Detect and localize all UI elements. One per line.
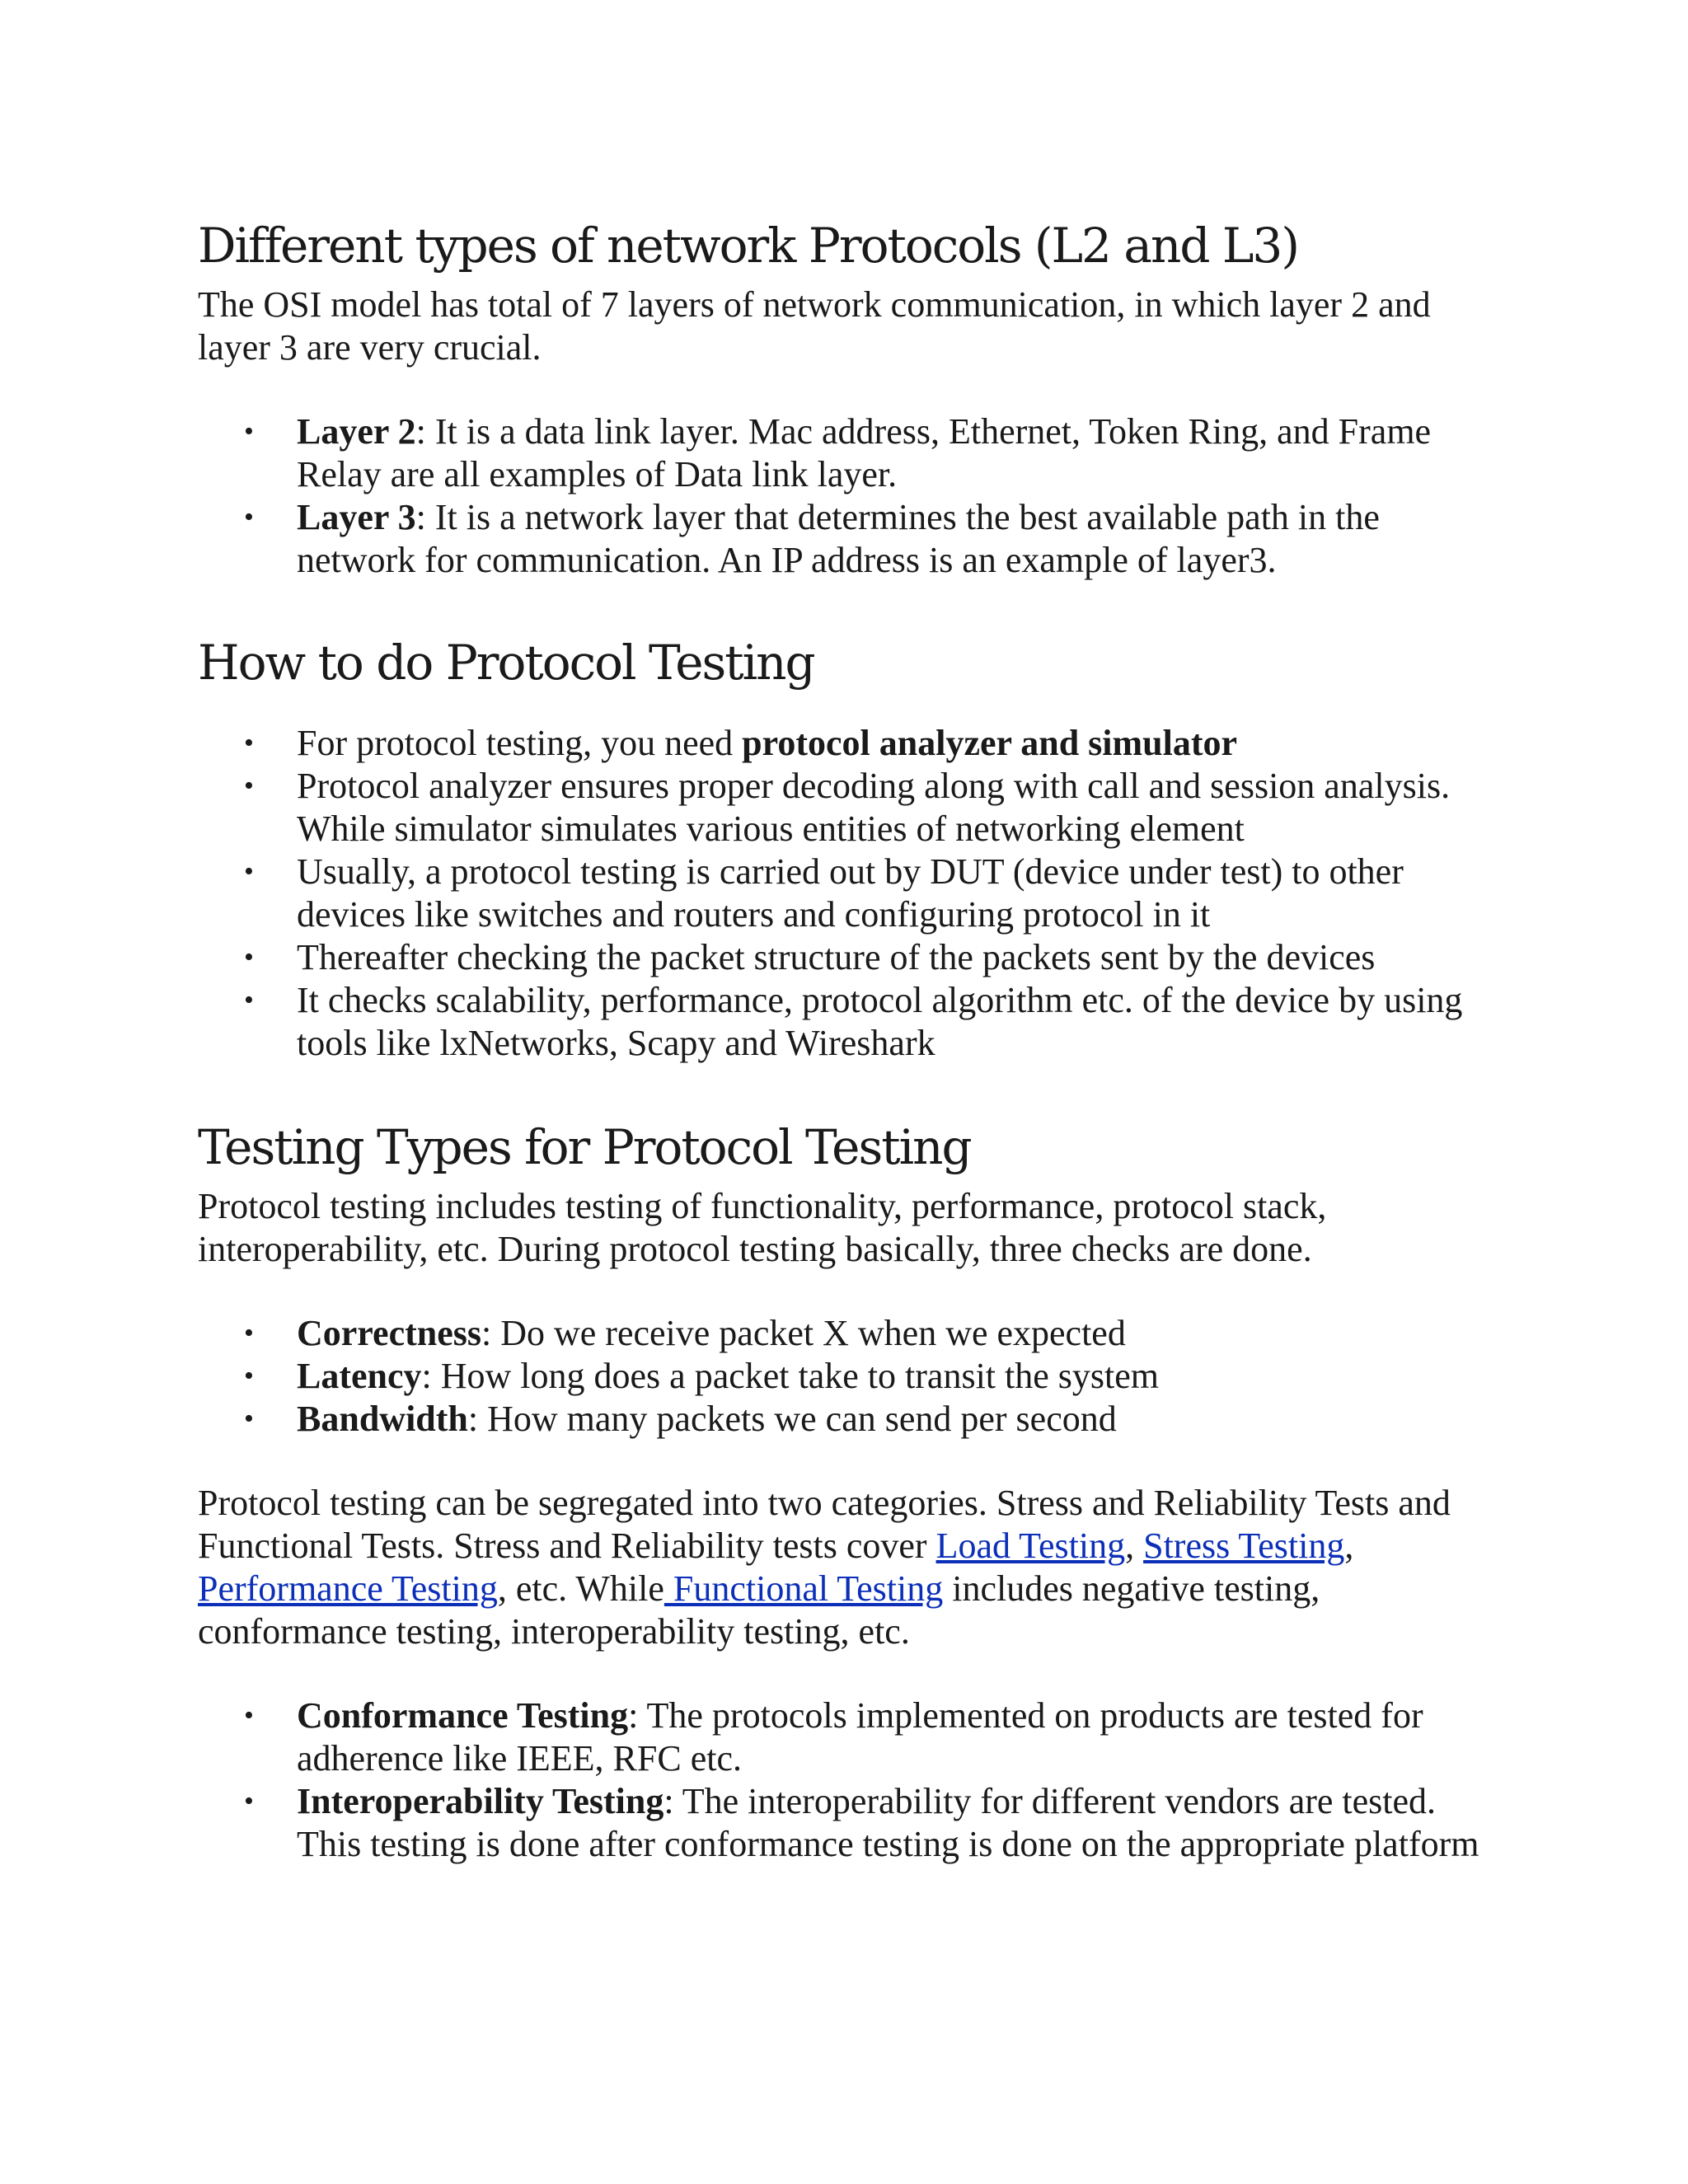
text-correctness: : Do we receive packet X when we expected xyxy=(481,1313,1126,1353)
heading-network-protocols: Different types of network Protocols (L2 and L3) xyxy=(198,218,1298,274)
list-item-dut xyxy=(198,851,1500,936)
list-item-correctness xyxy=(198,1312,1500,1355)
stress-testing-link[interactable]: Stress Testing xyxy=(1143,1526,1345,1566)
bullet-icon: • xyxy=(244,1700,254,1731)
document-page xyxy=(198,216,1500,1866)
bullet-icon: • xyxy=(244,771,254,801)
bullet-icon: • xyxy=(244,1404,254,1434)
bullet-icon: • xyxy=(244,502,254,532)
term-conformance: Conformance Testing xyxy=(297,1695,629,1736)
list-item-interoperability xyxy=(198,1780,1500,1866)
text-latency: : How long does a packet take to transit the system xyxy=(421,1356,1159,1396)
list-item-need-analyzer xyxy=(198,722,1500,765)
text-tools: It checks scalability, performance, protocol algorithm etc. of the device by using tools like lxNetworks, Scapy and Wireshark xyxy=(297,980,1463,1063)
bullet-icon: • xyxy=(244,985,254,1015)
term-interoperability: Interoperability Testing xyxy=(297,1781,664,1821)
bullet-icon: • xyxy=(244,728,254,758)
list-item-conformance xyxy=(198,1694,1500,1780)
performance-testing-link[interactable]: Performance Testing xyxy=(198,1568,498,1609)
osi-intro-paragraph: The OSI model has total of 7 layers of network communication, in which layer 2 and layer 3 are very crucial. xyxy=(198,284,1431,368)
term-bandwidth: Bandwidth xyxy=(297,1399,468,1439)
functional-testing-link[interactable]: Functional Testing xyxy=(663,1568,944,1609)
categories-paragraph xyxy=(198,1482,1500,1653)
term-latency: Latency xyxy=(297,1356,422,1396)
term-correctness: Correctness xyxy=(297,1313,481,1353)
text-layer-2: : It is a data link layer. Mac address, Ethernet, Token Ring, and Frame Relay are all examples of Data link layer. xyxy=(297,411,1432,494)
list-item-analyzer xyxy=(198,765,1500,851)
list-item-tools xyxy=(198,979,1500,1065)
term-layer-3: Layer 3 xyxy=(297,497,416,537)
list-item-latency xyxy=(198,1355,1500,1398)
layer-list xyxy=(198,410,1500,582)
term-analyzer-simulator: protocol analyzer and simulator xyxy=(742,723,1238,763)
text-layer-3: : It is a network layer that determines the best available path in the network for communication. An IP address is an example of layer3. xyxy=(297,497,1380,580)
categories-text-1: Protocol testing can be segregated into two categories. Stress and Reliability Tests and Functional Tests. Stress and Reliability tests cover xyxy=(198,1483,1451,1566)
text-analyzer: Protocol analyzer ensures proper decoding along with call and session analysis. While simulator simulates various entities of networking element xyxy=(297,766,1451,849)
bullet-icon: • xyxy=(244,856,254,887)
bullet-icon: • xyxy=(244,1786,254,1816)
bullet-icon: • xyxy=(244,1318,254,1348)
load-testing-link[interactable]: Load Testing xyxy=(935,1526,1126,1566)
list-item-bandwidth xyxy=(198,1398,1500,1441)
text-interoperability: : The interoperability for different vendors are tested. This testing is done after conformance testing is done on the appropriate platform xyxy=(297,1781,1479,1864)
text-packet-structure: Thereafter checking the packet structure of the packets sent by the devices xyxy=(297,937,1376,977)
list-item-layer-2 xyxy=(198,410,1500,496)
bullet-icon: • xyxy=(244,1361,254,1391)
heading-testing-types: Testing Types for Protocol Testing xyxy=(198,1119,971,1175)
list-item-packet-structure xyxy=(198,936,1500,979)
list-item-layer-3 xyxy=(198,496,1500,582)
text-bandwidth: : How many packets we can send per second xyxy=(467,1399,1117,1439)
categories-text-4: , etc. While xyxy=(497,1568,664,1609)
testing-types-intro: Protocol testing includes testing of functionality, performance, protocol stack, interoperability, etc. During protocol testing basically, three checks are done. xyxy=(198,1186,1327,1269)
categories-text-5: includes negative testing, conformance testing, interoperability testing, etc. xyxy=(198,1568,1320,1652)
how-to-list xyxy=(198,722,1500,1065)
bullet-icon: • xyxy=(244,416,254,447)
testing-types-list xyxy=(198,1694,1500,1866)
bullet-icon: • xyxy=(244,942,254,972)
categories-text-2: , xyxy=(1125,1526,1144,1566)
term-layer-2: Layer 2 xyxy=(297,411,416,452)
categories-text-3: , xyxy=(1344,1526,1354,1566)
text-dut: Usually, a protocol testing is carried out by DUT (device under test) to other devices like switches and routers and configuring protocol in it xyxy=(297,851,1404,935)
text-need-prefix: For protocol testing, you need xyxy=(297,723,743,763)
text-conformance: : The protocols implemented on products are tested for adherence like IEEE, RFC etc. xyxy=(297,1695,1423,1779)
heading-how-to-protocol-testing: How to do Protocol Testing xyxy=(198,635,814,691)
checks-list xyxy=(198,1312,1500,1441)
